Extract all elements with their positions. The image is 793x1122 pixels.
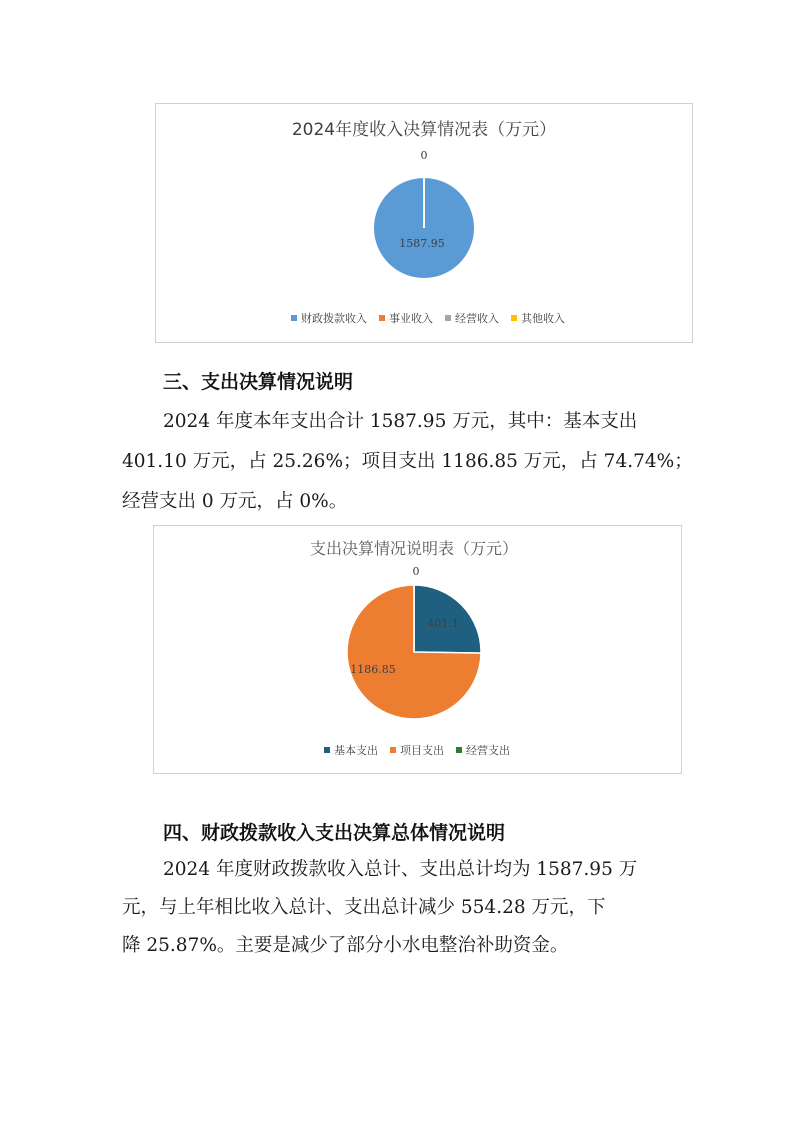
chart-title: 支出决算情况说明表（万元） [309,539,519,558]
legend-label: 财政拨款收入 [301,312,367,325]
paragraph-line: 元，与上年相比收入总计、支出总计减少 554.28 万元，下 [122,897,606,918]
legend-label: 基本支出 [334,744,378,757]
data-label: 1587.95 [399,237,445,250]
legend-label: 项目支出 [400,744,444,757]
paragraph-line: 经营支出 0 万元，占 0%。 [122,491,348,512]
legend-label: 其他收入 [521,312,565,325]
legend-swatch [324,747,330,753]
legend-label: 经营支出 [466,744,510,757]
paragraph-line: 401.10 万元，占 25.26%；项目支出 1186.85 万元，占 74.74%； [122,451,693,472]
data-label: 0 [420,149,428,162]
paragraph-line: 降 25.87%。主要是减少了部分小水电整治补助资金。 [122,935,569,956]
section-heading-fiscal: 四、财政拨款收入支出决算总体情况说明 [163,822,506,844]
data-label: 401.1 [427,617,459,630]
revenue-pie-chart [155,103,693,343]
paragraph-line: 2024 年度本年支出合计 1587.95 万元，其中：基本支出 [163,411,638,432]
data-label: 0 [412,565,420,578]
legend-swatch [390,747,396,753]
paragraph-line: 2024 年度财政拨款收入总计、支出总计均为 1587.95 万 [163,859,638,880]
section-heading-expenditure: 三、支出决算情况说明 [163,371,354,393]
revenue-pie-svg [156,104,692,342]
expenditure-pie-svg [154,526,681,773]
legend-swatch [291,315,297,321]
legend-swatch [445,315,451,321]
legend-swatch [456,747,462,753]
legend-label: 经营收入 [455,312,499,325]
legend-swatch [511,315,517,321]
legend-swatch [379,315,385,321]
legend-label: 事业收入 [389,312,433,325]
chart-title: 2024年度收入决算情况表（万元） [291,120,557,140]
data-label: 1186.85 [350,663,396,676]
expenditure-pie-chart [153,525,682,774]
